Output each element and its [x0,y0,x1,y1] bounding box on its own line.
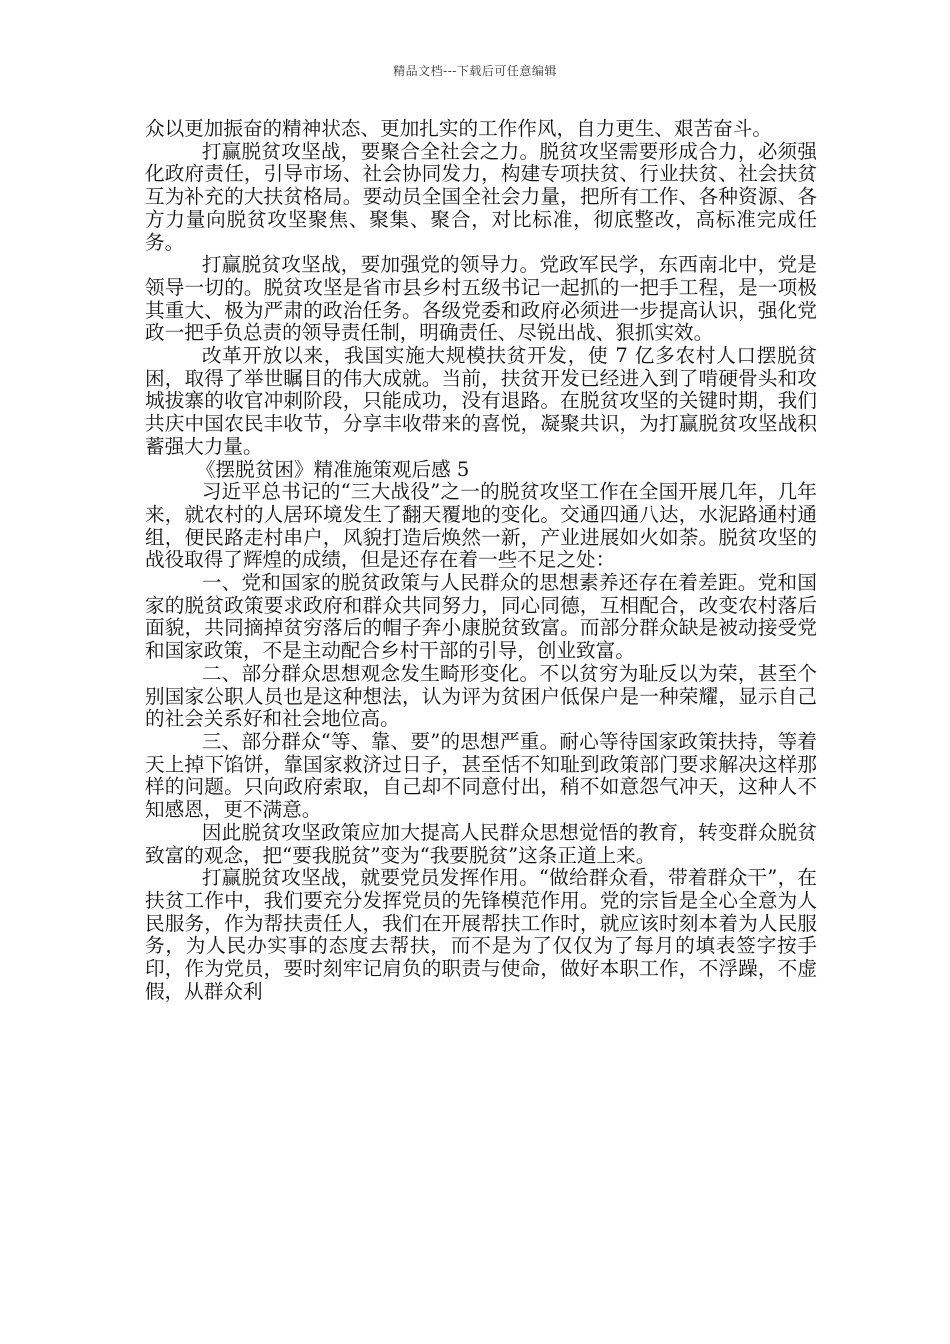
paragraph-continuation: 众以更加振奋的精神状态、更加扎实的工作作风，自力更生、艰苦奋斗。 [145,117,772,140]
page-header: 精品文档---下载后可任意编辑 [393,64,557,78]
paragraph-point-one: 一、党和国家的脱贫政策与人民群众的思想素养还存在着差距。党和国家的脱贫政策要求政府和群众共同努力，同心同德，互相配合，改变农村落后面貌，共同摘掉贫穷落后的帽子奔小康脱贫致富。而部分群众缺是被动接受党和国家政策，不是主动配合乡村干部的引导，创业致富。 [145,571,817,663]
paragraph-conclusion: 因此脱贫攻坚政策应加大提高人民群众思想觉悟的教育，转变群众脱贫致富的观念，把“要我脱贫”变为“我要脱贫”这条正道上来。 [145,820,817,867]
section-title: 《摆脱贫困》精准施策观后感 5 [195,457,470,481]
paragraph-reform-achievements: 改革开放以来，我国实施大规模扶贫开发，使 7 亿多农村人口摆脱贫困，取得了举世瞩目的伟大成就。当前，扶贫开发已经进入到了啃硬骨头和攻城拔寨的收官冲刺阶段，只能成功，没有退路。在脱贫攻坚的关键时期，我们共庆中国农民丰收节，分享丰收带来的喜悦，凝聚共识，为打赢脱贫攻坚战积蓄强大力量。 [145,344,817,458]
paragraph-point-two: 二、部分群众思想观念发生畸形变化。不以贫穷为耻反以为荣，甚至个别国家公职人员也是这种想法，认为评为贫困户低保户是一种荣耀，显示自己的社会关系好和社会地位高。 [145,661,817,731]
paragraph-campaign-overview: 习近平总书记的“三大战役”之一的脱贫攻坚工作在全国开展几年，几年来，就农村的人居环境发生了翻天覆地的变化。交通四通八达，水泥路通村通组，便民路走村串户，风貌打造后焕然一新，产业进展如火如荼。脱贫攻坚的战役取得了辉煌的成绩，但是还存在着一些不足之处： [145,480,817,572]
paragraph-social-forces: 打赢脱贫攻坚战，要聚合全社会之力。脱贫攻坚需要形成合力，必须强化政府责任，引导市场、社会协同发力，构建专项扶贫、行业扶贫、社会扶贫互为补充的大扶贫格局。要动员全国全社会力量，把所有工作、各种资源、各方力量向脱贫攻坚聚焦、聚集、聚合，对比标准，彻底整改，高标准完成任务。 [145,139,817,254]
document-body [145,118,817,1003]
paragraph-party-leadership: 打赢脱贫攻坚战，要加强党的领导力。党政军民学，东西南北中，党是领导一切的。脱贫攻坚是省市县乡村五级书记一起抓的一把手工程，是一项极其重大、极为严肃的政治任务。各级党委和政府必须进一步提高认识，强化党政一把手负总责的领导责任制，明确责任、尽锐出战、狠抓实效。 [145,253,817,345]
paragraph-party-members: 打赢脱贫攻坚战，就要党员发挥作用。“做给群众看，带着群众干”，在扶贫工作中，我们要充分发挥党员的先锋模范作用。党的宗旨是全心全意为人民服务，作为帮扶责任人，我们在开展帮扶工作时，就应该时刻本着为人民服务，为人民办实事的态度去帮扶，而不是为了仅仅为了每月的填表签字按手印，作为党员，要时刻牢记肩负的职责与使命，做好本职工作，不浮躁，不虚假，从群众利 [145,866,817,1003]
paragraph-point-three: 三、部分群众“等、靠、要”的思想严重。耐心等待国家政策扶持，等着天上掉下馅饼，靠国家救济过日子，甚至恬不知耻到政策部门要求解决这样那样的问题。只向政府索取，自己却不同意付出，稍不如意怨气冲天，这种人不知感恩，更不满意。 [145,729,817,822]
